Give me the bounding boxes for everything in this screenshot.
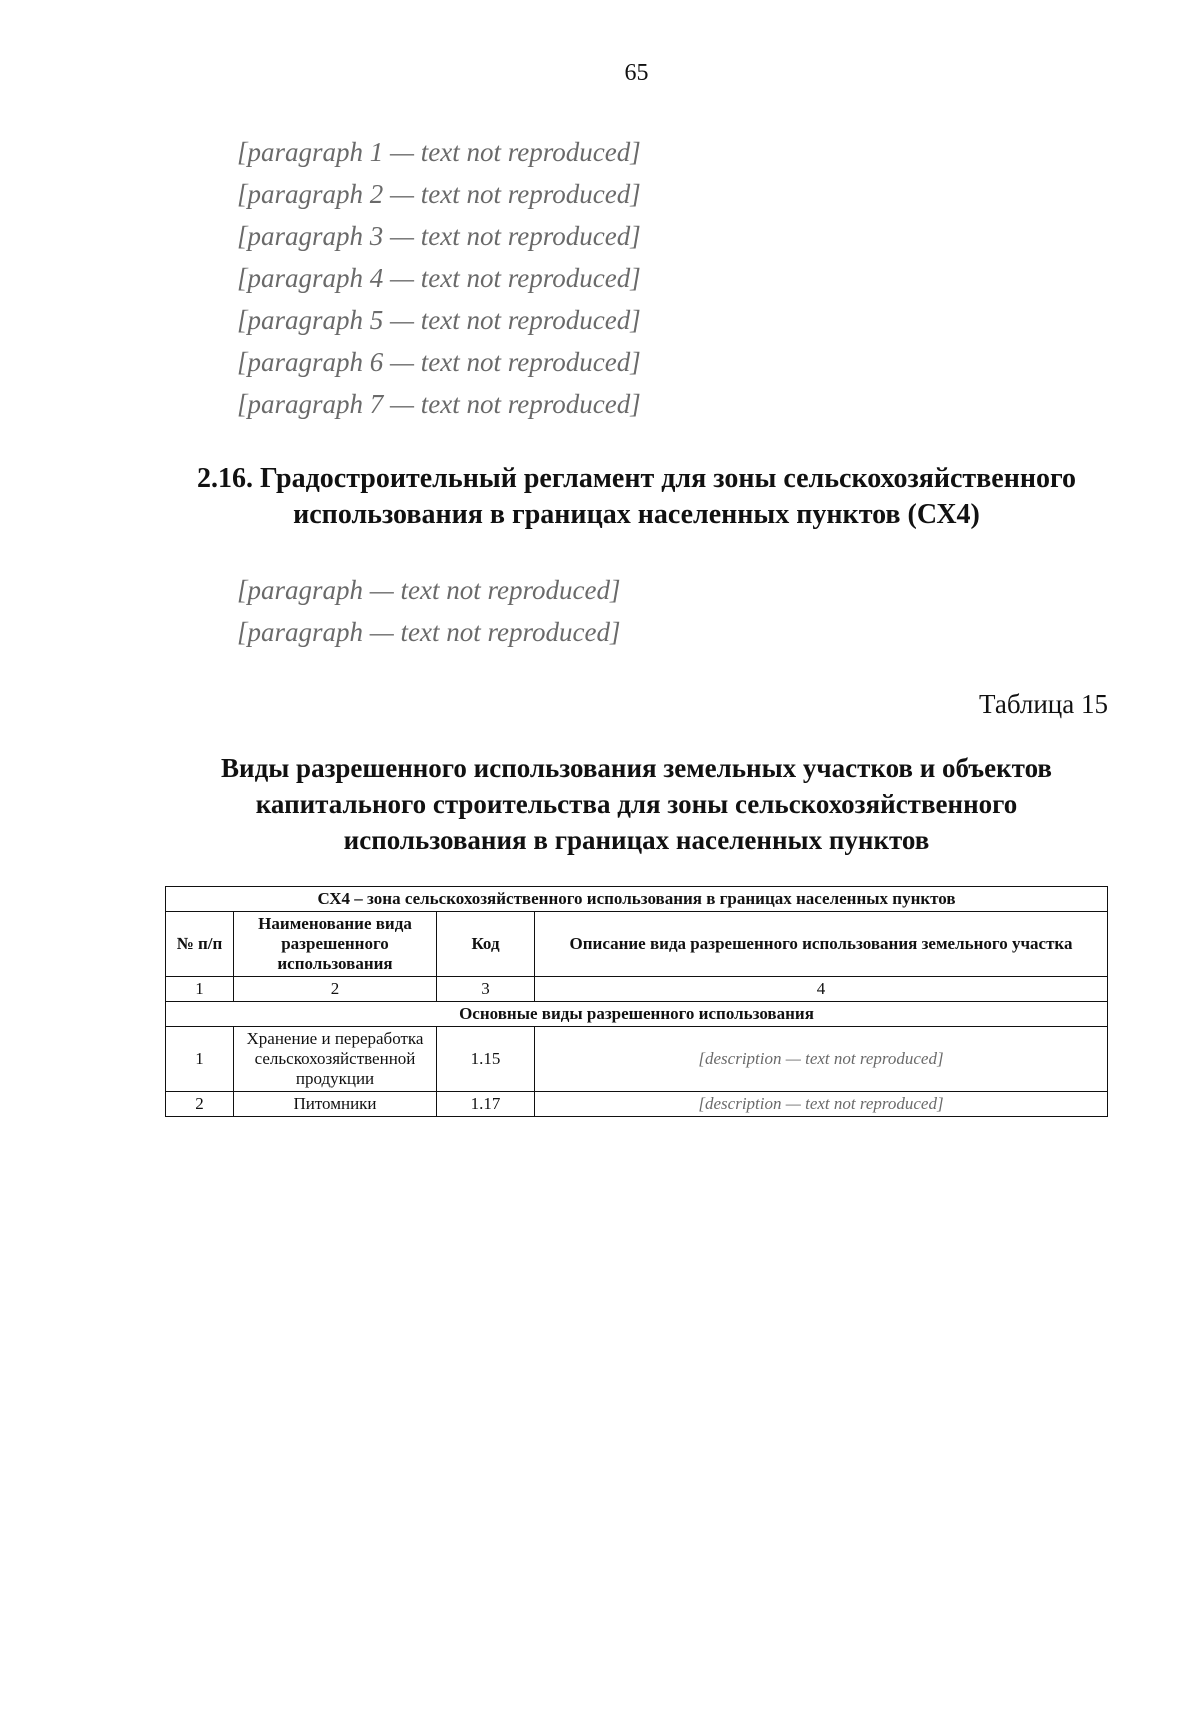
row-num: 2 bbox=[166, 1092, 234, 1117]
section-paragraph-2: [paragraph — text not reproduced] bbox=[237, 617, 621, 647]
column-header-code: Код bbox=[437, 912, 535, 977]
row-description: [description — text not reproduced] bbox=[535, 1092, 1108, 1117]
land-use-table bbox=[165, 886, 1108, 1117]
column-number: 3 bbox=[437, 977, 535, 1002]
table-row bbox=[166, 1092, 1108, 1117]
group-header: Основные виды разрешенного использования bbox=[166, 1002, 1108, 1027]
group-header-row bbox=[166, 1002, 1108, 1027]
column-header-description: Описание вида разрешенного использования земельного участка bbox=[535, 912, 1108, 977]
table-title: Виды разрешенного использования земельных участков и объектов капитального строительства для зоны сельскохозяйственного использования в границах населенных пунктов bbox=[221, 753, 1052, 855]
body-paragraph-5: [paragraph 5 — text not reproduced] bbox=[237, 305, 641, 335]
body-paragraph-6: [paragraph 6 — text not reproduced] bbox=[237, 347, 641, 377]
column-number: 2 bbox=[234, 977, 437, 1002]
page-number: 65 bbox=[624, 60, 649, 86]
section-paragraph-1: [paragraph — text not reproduced] bbox=[237, 575, 621, 605]
column-number-row bbox=[166, 977, 1108, 1002]
row-name: Питомники bbox=[234, 1092, 437, 1117]
column-header-row bbox=[166, 912, 1108, 977]
table-caption: Таблица 15 bbox=[979, 689, 1108, 719]
zone-header: СХ4 – зона сельскохозяйственного использования в границах населенных пунктов bbox=[166, 887, 1108, 912]
column-header-name: Наименование вида разрешенного использования bbox=[234, 912, 437, 977]
column-number: 1 bbox=[166, 977, 234, 1002]
zone-header-row bbox=[166, 887, 1108, 912]
table-row bbox=[166, 1027, 1108, 1092]
column-number: 4 bbox=[535, 977, 1108, 1002]
body-paragraph-4: [paragraph 4 — text not reproduced] bbox=[237, 263, 641, 293]
body-paragraph-7: [paragraph 7 — text not reproduced] bbox=[237, 389, 641, 419]
row-code: 1.15 bbox=[437, 1027, 535, 1092]
row-code: 1.17 bbox=[437, 1092, 535, 1117]
row-num: 1 bbox=[166, 1027, 234, 1092]
body-paragraph-2: [paragraph 2 — text not reproduced] bbox=[237, 179, 641, 209]
body-paragraph-3: [paragraph 3 — text not reproduced] bbox=[237, 221, 641, 251]
row-name: Хранение и переработка сельскохозяйственной продукции bbox=[234, 1027, 437, 1092]
column-header-num: № п/п bbox=[166, 912, 234, 977]
row-description: [description — text not reproduced] bbox=[535, 1027, 1108, 1092]
section-title: 2.16. Градостроительный регламент для зоны сельскохозяйственного использования в границах населенных пунктов (СХ4) bbox=[196, 463, 1077, 530]
body-paragraph-1: [paragraph 1 — text not reproduced] bbox=[237, 137, 641, 167]
